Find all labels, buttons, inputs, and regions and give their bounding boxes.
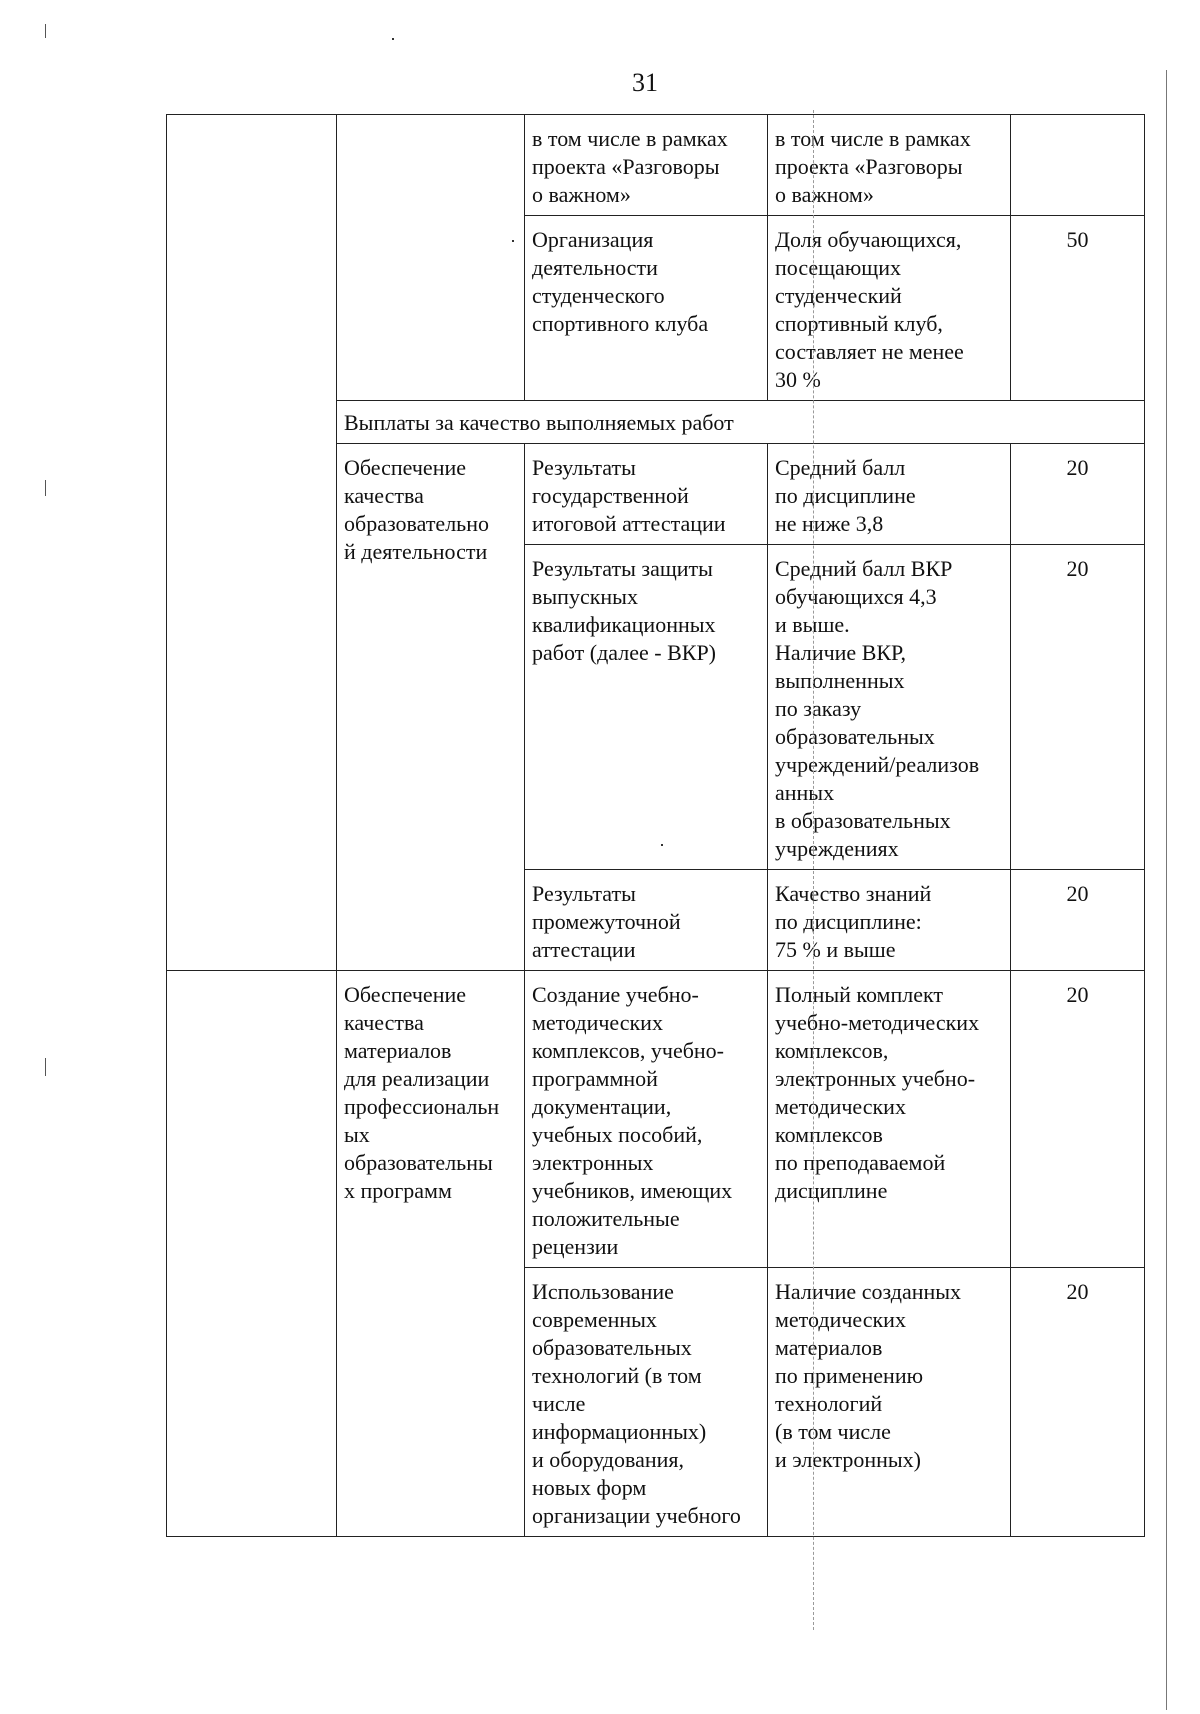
measure-cell: Средний балл по дисциплине не ниже 3,8	[768, 444, 1011, 545]
scan-fold-line	[813, 110, 814, 1630]
score-cell: 50	[1011, 216, 1145, 401]
table-row	[167, 444, 1145, 545]
criterion-cell: Обеспечение качества образовательно й деятельности	[337, 444, 525, 971]
indicator-cell: Результаты промежуточной аттестации	[525, 870, 768, 971]
indicator-cell: Организация деятельности студенческого спортивного клуба	[525, 216, 768, 401]
scan-dot	[661, 844, 663, 846]
table-row	[167, 971, 1145, 1268]
scan-mark	[45, 1058, 46, 1076]
table-row	[167, 115, 1145, 216]
score-cell	[1011, 115, 1145, 216]
score-cell: 20	[1011, 545, 1145, 870]
criterion-cell: Обеспечение качества материалов для реализации профессиональн ых образовательны х программ	[337, 971, 525, 1537]
table-cell-empty	[167, 444, 337, 971]
score-cell: 20	[1011, 444, 1145, 545]
scan-dot	[392, 38, 394, 40]
score-cell: 20	[1011, 870, 1145, 971]
scan-edge-line	[1166, 70, 1167, 1710]
scan-mark	[45, 480, 46, 496]
score-cell: 20	[1011, 1268, 1145, 1537]
measure-cell: в том числе в рамках проекта «Разговоры о важном»	[768, 115, 1011, 216]
indicator-cell: Использование современных образовательных технологий (в том числе информационных) и оборудования, новых форм организации учебного	[525, 1268, 768, 1537]
measure-cell: Средний балл ВКР обучающихся 4,3 и выше. Наличие ВКР, выполненных по заказу образовательных учреждений/реализов анных в образовательных учреждениях	[768, 545, 1011, 870]
criteria-table	[166, 114, 1145, 1537]
section-title: Выплаты за качество выполняемых работ	[337, 401, 1145, 444]
table-cell-empty	[337, 115, 525, 401]
table-cell-empty	[167, 971, 337, 1537]
indicator-cell: Создание учебно- методических комплексов, учебно- программной документации, учебных пособий, электронных учебников, имеющих положительные рецензии	[525, 971, 768, 1268]
measure-cell: Качество знаний по дисциплине: 75 % и выше	[768, 870, 1011, 971]
scan-mark	[45, 24, 46, 38]
scan-dot	[512, 240, 514, 242]
table-cell-empty	[167, 115, 337, 444]
indicator-cell: в том числе в рамках проекта «Разговоры о важном»	[525, 115, 768, 216]
page-number: 31	[632, 68, 658, 97]
indicator-cell: Результаты защиты выпускных квалификационных работ (далее - ВКР)	[525, 545, 768, 870]
measure-cell: Наличие созданных методических материалов по применению технологий (в том числе и электронных)	[768, 1268, 1011, 1537]
score-cell: 20	[1011, 971, 1145, 1268]
indicator-cell: Результаты государственной итоговой аттестации	[525, 444, 768, 545]
measure-cell: Доля обучающихся, посещающих студенческий спортивный клуб, составляет не менее 30 %	[768, 216, 1011, 401]
measure-cell: Полный комплект учебно-методических комплексов, электронных учебно- методических комплексов по преподаваемой дисциплине	[768, 971, 1011, 1268]
